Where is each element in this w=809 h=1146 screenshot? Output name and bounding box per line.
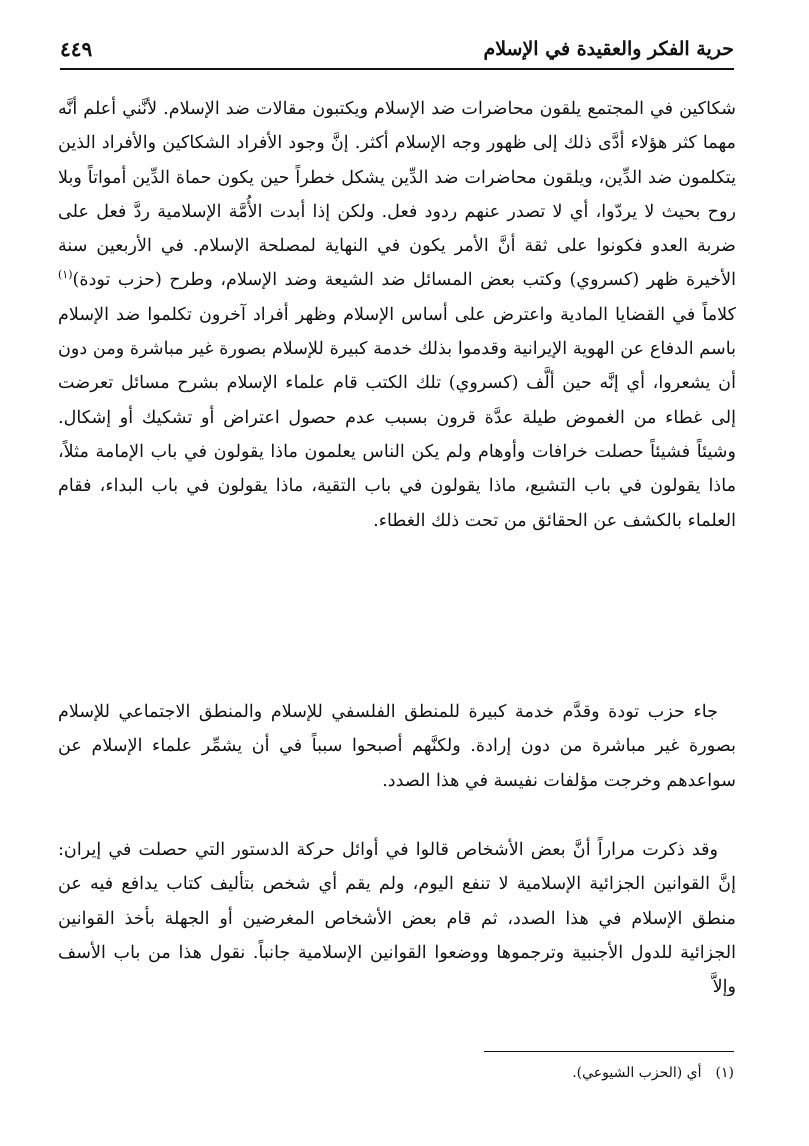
page-number: ٤٤٩ — [60, 37, 93, 61]
footnote-ref[interactable]: (١) — [58, 268, 73, 282]
footnote-divider — [484, 1051, 734, 1052]
paragraph: وقد ذكرت مراراً أنَّ بعض الأشخاص قالوا في أوائل حركة الدستور التي حصلت في إيران: إنَّ القوانين الجزائية الإسلامية لا تنفع اليوم، ولم يقم أي شخص بتأليف كتاب يدافع فيه عن منطق الإسلام في هذا الصدد، ثم قام بعض الأشخاص المغرضين أو الجهلة بأخذ القوانين الجزائية للدول الأجنبية وترجموها ووضعوا القوانين الإسلامية جانباً. نقول هذا من باب الأسف وإلاَّ — [58, 840, 736, 998]
footnote-text: أي (الحزب الشيوعي). — [572, 1065, 702, 1081]
paragraph — [58, 92, 736, 675]
footnote — [400, 1058, 734, 1088]
footnote-number: (١) — [715, 1065, 734, 1081]
paragraph-text: شكاكين في المجتمع يلقون محاضرات ضد الإسلام ويكتبون مقالات ضد الإسلام. لأنَّني أعلم أنَّه مهما كثر هؤلاء أدَّى ذلك إلى ظهور وجه الإسلام أكثر. إنَّ وجود الأفراد الشكاكين والأفراد الذين يتكلمون ضد الدِّين، ويلقون محاضرات ضد الدِّين يشكل خطراً حين يكون حماة الدِّين أمواتاً وبلا روح بحيث لا يردّوا، أي لا تصدر عنهم ردود فعل. ولكن إذا أبدت الأُمَّة الإسلامية ردَّ فعل على ضربة العدو فكونوا على ثقة أنَّ الأمر يكون في النهاية لمصلحة الإسلام. في الأربعين سنة الأخيرة ظهر (كسروي) وكتب بعض المسائل ضد الشيعة وضد الإسلام، وطرح (حزب تودة) — [58, 99, 736, 291]
body-text — [58, 92, 736, 1004]
paragraph-text: كلاماً في القضايا المادية واعترض على أساس الإسلام وظهر أفراد آخرون تكلموا ضد الإسلام باسم الدفاع عن الهوية الإيرانية وقدموا بذلك خدمة كبيرة للإسلام بصورة غير مباشرة ومن دون أن يشعروا، أي إنَّه حين ألَّف (كسروي) تلك الكتب قام علماء الإسلام بشرح مسائل تعرضت إلى غطاء من الغموض طيلة عدَّة قرون بسبب عدم حصول اعتراض أو تشكيك أو إشكال. وشيئاً فشيئاً حصلت خرافات وأوهام ولم يكن الناس يعلمون ماذا يقولون في باب الإمامة مثلاً، ماذا يقولون في باب التشيع، ماذا يقولون في باب التقية، ماذا يقولون في باب البداء، فقام العلماء بالكشف عن الحقائق من تحت ذلك الغطاء. — [58, 304, 736, 531]
paragraph: جاء حزب تودة وقدَّم خدمة كبيرة للمنطق الفلسفي للإسلام والمنطق الاجتماعي للإسلام بصورة غير مباشرة من دون إرادة. ولكنَّهم أصبحوا سبباً في أن يشمِّر علماء الإسلام عن سواعدهم وخرجت مؤلفات نفيسة في هذا الصدد. — [58, 702, 736, 791]
running-title: حرية الفكر والعقيدة في الإسلام — [483, 38, 734, 60]
running-header — [60, 28, 734, 70]
